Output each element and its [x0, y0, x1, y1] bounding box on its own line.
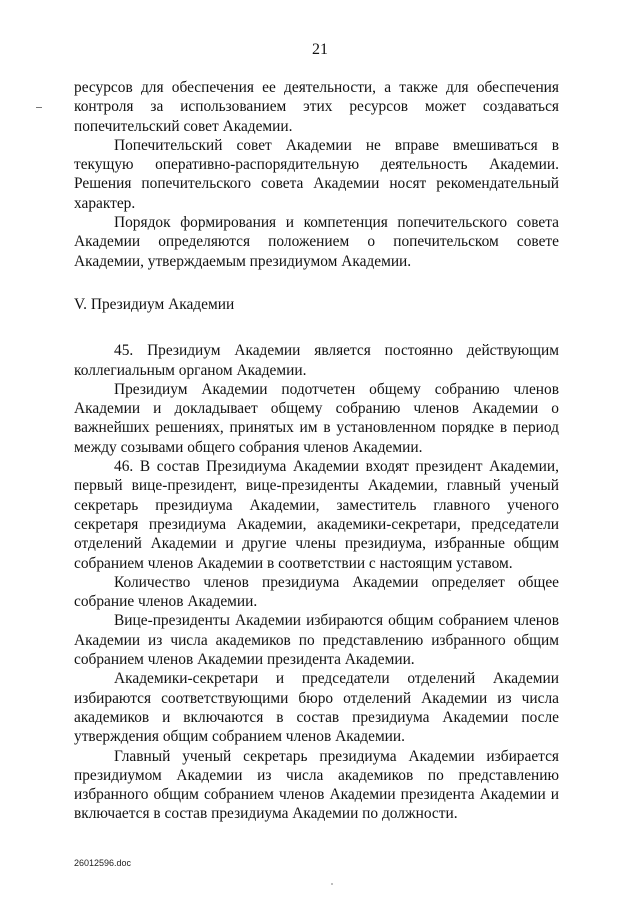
paragraph: 45. Президиум Академии является постоянно действующим коллегиальным органом Академии.: [74, 342, 559, 379]
paragraph: Главный ученый секретарь президиума Академии избирается президиумом Академии из числа академиков по представлению избранного общим собранием членов Академии президента Академии и включается в состав президиума Академии по должности.: [74, 747, 559, 823]
paragraph: Вице-президенты Академии избираются общим собранием членов Академии из числа академиков по представлению избранного общим собранием членов Академии президента Академии.: [74, 612, 559, 669]
paragraph: Попечительский совет Академии не вправе вмешиваться в текущую оперативно-распорядительную деятельность Академии. Решения попечительского совета Академии носят рекомендательный характер.: [74, 136, 559, 212]
paragraph: Президиум Академии подотчетен общему собранию членов Академии и докладывает общему собранию членов Академии о важнейших решениях, принятых им в установленном порядке в период между созывами общего собрания членов Академии.: [74, 380, 559, 456]
section-heading: V. Президиум Академии: [74, 295, 235, 313]
document-body: [74, 78, 559, 824]
page-number: 21: [312, 41, 328, 58]
paragraph: Академики-секретари и председатели отделений Академии избираются соответствующими бюро отделений Академии из числа академиков и включаются в состав президиума Академии после утверждения общим собранием членов Академии.: [74, 670, 559, 746]
margin-mark: [36, 107, 42, 108]
scan-artifact: [331, 883, 333, 885]
paragraph: Порядок формирования и компетенция попечительского совета Академии определяются положением о попечительском совете Академии, утверждаемым президиумом Академии.: [74, 214, 559, 270]
footer-filename: 26012596.doc: [74, 858, 132, 868]
paragraph: Количество членов президиума Академии определяет общее собрание членов Академии.: [74, 573, 559, 611]
paragraph-continuation: ресурсов для обеспечения ее деятельности, а также для обеспечения контроля за использованием этих ресурсов может создаваться попечительский совет Академии.: [74, 79, 559, 135]
paragraph: 46. В состав Президиума Академии входят президент Академии, первый вице-президент, вице-президенты Академии, главный ученый секретарь президиума Академии, заместитель главного ученого секретаря президиума Академии, академики-секретари, председатели отделений Академии и другие члены президиума, избранные общим собранием членов Академии в соответствии с настоящим уставом.: [74, 458, 559, 572]
